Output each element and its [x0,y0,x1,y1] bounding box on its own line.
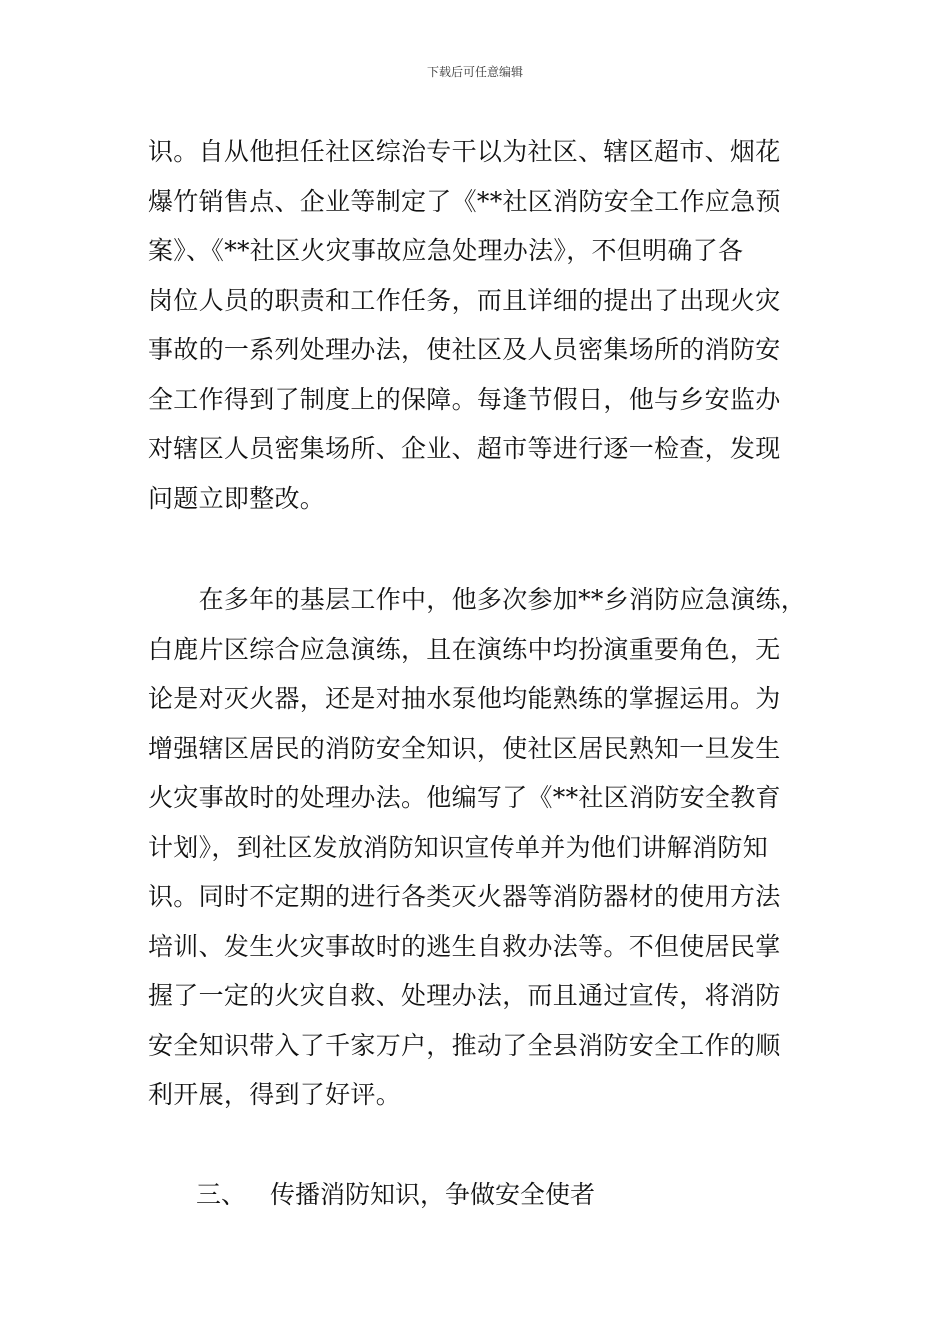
section-heading [196,1170,595,1220]
section-number: 三、 [196,1180,247,1209]
paragraph-2 [148,575,818,1120]
paragraph-line: 培训、发生火灾事故时的逃生自救办法等。不但使居民掌 [148,931,781,961]
paragraph-line: 计划》，到社区发放消防知识宣传单并为他们讲解消防知 [148,832,769,862]
paragraph-line: 对辖区人员密集场所、企业、超市等进行逐一检查，发现 [148,434,781,463]
paragraph-line: 在多年的基层工作中，他多次参加**乡消防应急演练， [148,585,807,614]
page-header: 下载后可任意编辑 [426,65,523,79]
paragraph-line: 握了一定的火灾自救、处理办法，而且通过宣传，将消防 [148,981,781,1010]
paragraph-line: 爆竹销售点、企业等制定了《**社区消防安全工作应急预 [148,186,781,216]
paragraph-line: 全工作得到了制度上的保障。每逢节假日，他与乡安监办 [148,384,781,414]
paragraph-line: 火灾事故时的处理办法。他编写了《**社区消防安全教育 [148,783,781,812]
paragraph-line: 论是对灭火器，还是对抽水泵他均能熟练的掌握运用。为 [148,684,781,713]
paragraph-1 [148,127,818,523]
paragraph-line: 岗位人员的职责和工作任务，而且详细的提出了出现火灾 [148,285,781,315]
paragraph-line: 问题立即整改。 [148,483,326,513]
paragraph-line: 事故的一系列处理办法，使社区及人员密集场所的消防安 [148,335,781,364]
paragraph-line: 利开展，得到了好评。 [148,1080,402,1109]
paragraph-line: 识。同时不定期的进行各类灭火器等消防器材的使用方法 [148,882,781,911]
paragraph-line: 增强辖区居民的消防安全知识，使社区居民熟知一旦发生 [148,733,781,763]
paragraph-line: 安全知识带入了千家万户，推动了全县消防安全工作的顺 [148,1030,781,1060]
paragraph-line: 案》、《**社区火灾事故应急处理办法》，不但明确了各 [148,236,744,265]
section-title: 传播消防知识，争做安全使者 [270,1180,596,1209]
paragraph-line: 白鹿片区综合应急演练，且在演练中均扮演重要角色，无 [148,634,781,664]
paragraph-line: 识。自从他担任社区综治专干以为社区、辖区超市、烟花 [148,137,781,166]
